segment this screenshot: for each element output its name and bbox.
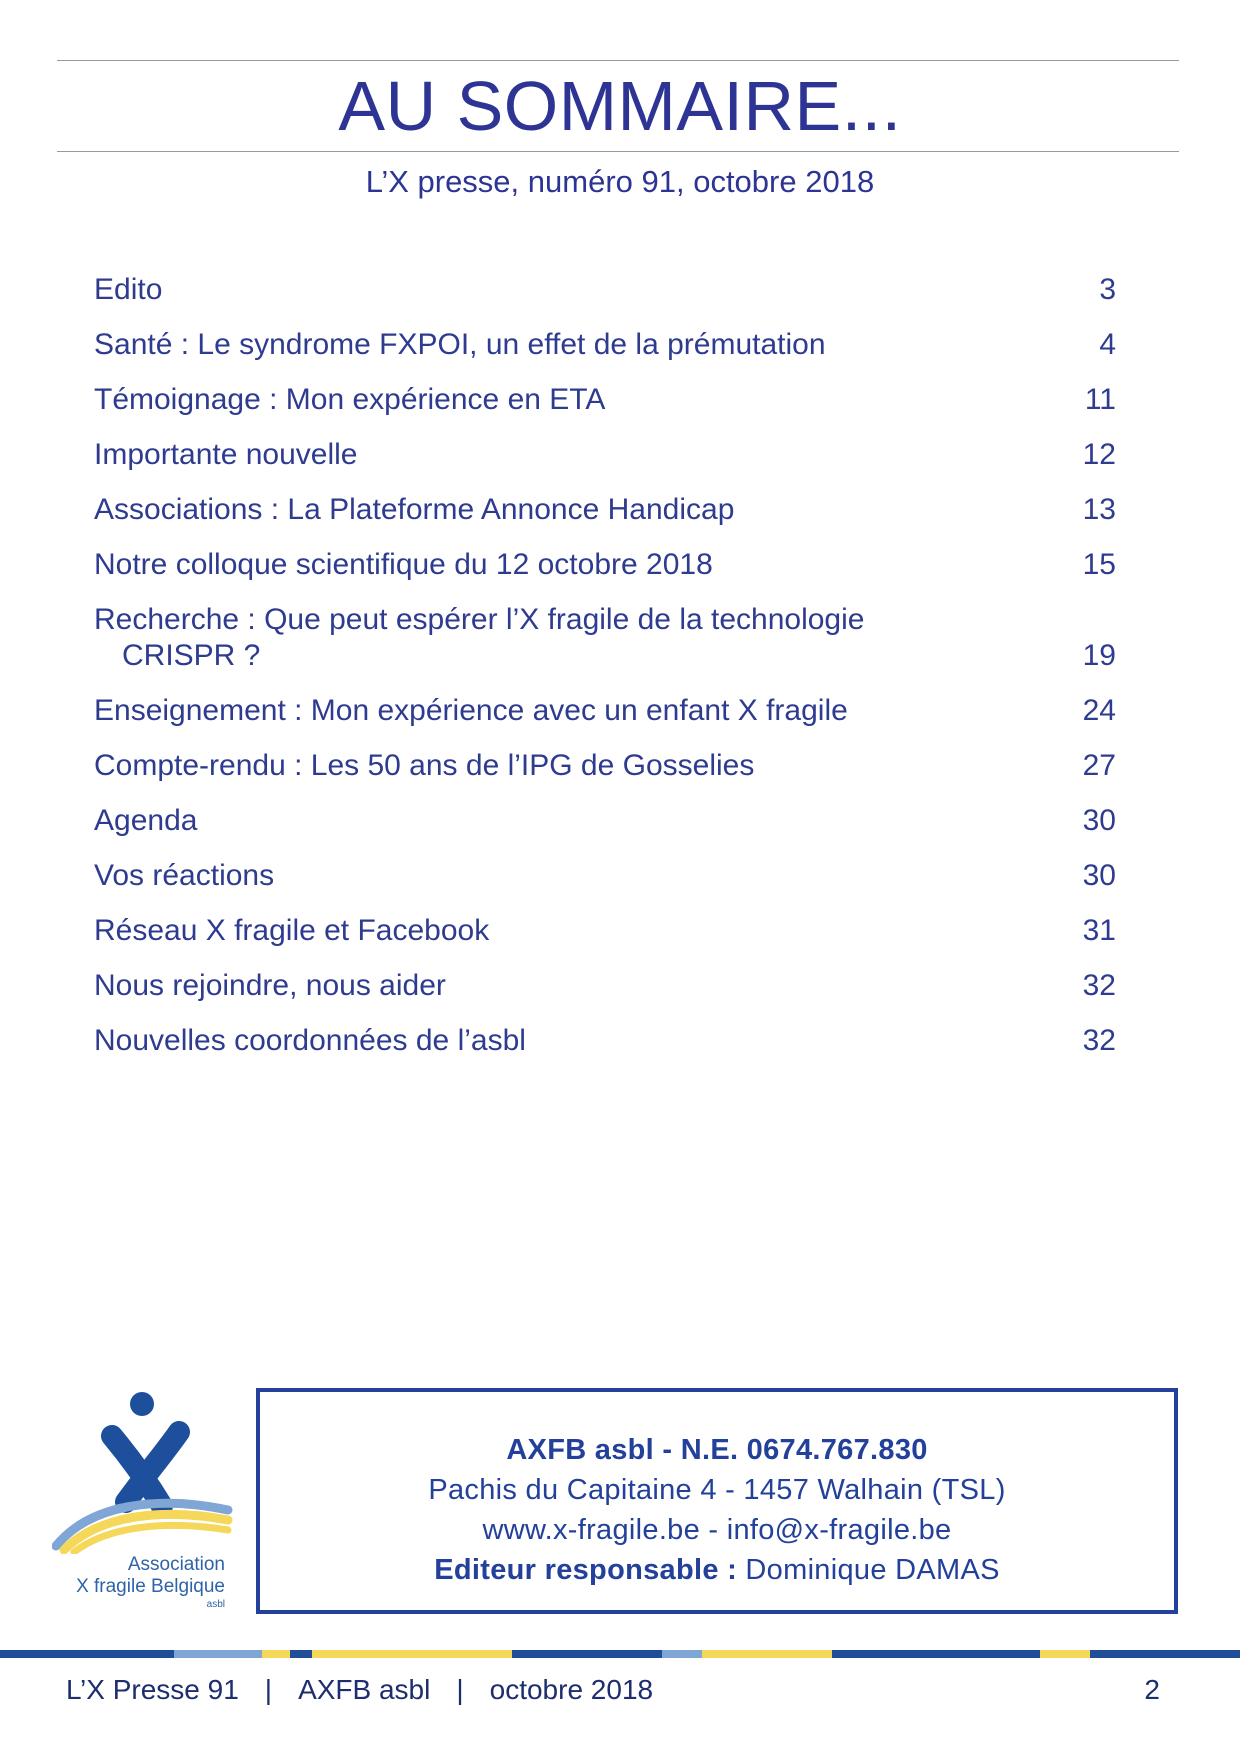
- email-link[interactable]: info@x-fragile.be: [726, 1514, 952, 1546]
- toc-item-title: Vos réactions: [94, 859, 275, 892]
- footer-color-stripe: [0, 1650, 1240, 1658]
- company-number: N.E. 0674.767.830: [680, 1434, 928, 1466]
- toc-item-page: 30: [1082, 859, 1116, 892]
- org-line: [260, 1430, 1174, 1470]
- toc-item-title-wrap: [94, 602, 1056, 674]
- toc-item-page: 24: [1082, 694, 1116, 727]
- table-of-contents: [94, 272, 1116, 1078]
- toc-item-sante[interactable]: [94, 327, 1116, 363]
- toc-item-title: Notre colloque scientifique du 12 octobre 2018: [94, 548, 713, 581]
- toc-item-vos-reactions[interactable]: [94, 858, 1116, 894]
- footer-publication: L’X Presse 91: [66, 1674, 239, 1705]
- org-dash: -: [654, 1434, 681, 1466]
- toc-item-page: 19: [1082, 639, 1116, 672]
- toc-item-agenda[interactable]: [94, 803, 1116, 839]
- toc-item-title: Associations : La Plateforme Annonce Handicap: [94, 493, 735, 526]
- publisher-info-box: [256, 1388, 1178, 1614]
- toc-item-title: Témoignage : Mon expérience en ETA: [94, 383, 606, 416]
- x-figure-icon: [52, 1384, 234, 1554]
- header-bottom-rule: [57, 151, 1179, 152]
- toc-item-title: Compte-rendu : Les 50 ans de l’IPG de Gosselies: [94, 749, 755, 782]
- toc-item-title: Recherche : Que peut espérer l’X fragile de la technologie: [94, 603, 865, 636]
- page-footer: [66, 1670, 1160, 1710]
- header-top-rule: [57, 60, 1179, 61]
- footer-left: [66, 1674, 653, 1705]
- toc-item-title: Enseignement : Mon expérience avec un enfant X fragile: [94, 694, 848, 727]
- toc-item-page: 3: [1099, 273, 1116, 306]
- association-logo: [52, 1384, 234, 1624]
- contact-line: [260, 1510, 1174, 1550]
- logo-text: [52, 1554, 225, 1612]
- org-name: AXFB asbl: [506, 1434, 655, 1466]
- toc-item-compte-rendu[interactable]: [94, 748, 1116, 784]
- toc-item-page: 4: [1099, 328, 1116, 361]
- toc-item-title: Nouvelles coordonnées de l’asbl: [94, 1024, 526, 1057]
- page-subtitle: L’X presse, numéro 91, octobre 2018: [365, 164, 875, 199]
- toc-item-reseau[interactable]: [94, 913, 1116, 949]
- address-line: Pachis du Capitaine 4 - 1457 Walhain (TSL): [428, 1474, 1006, 1506]
- toc-item-enseignement[interactable]: [94, 693, 1116, 729]
- page-title: AU SOMMAIRE...: [338, 67, 902, 145]
- toc-item-temoignage[interactable]: [94, 382, 1116, 418]
- toc-item-edito[interactable]: [94, 272, 1116, 308]
- toc-item-title: Importante nouvelle: [94, 438, 358, 471]
- contact-separator: -: [700, 1514, 727, 1546]
- toc-item-title: Réseau X fragile et Facebook: [94, 914, 490, 947]
- logo-line-name: X fragile Belgique: [76, 1576, 225, 1597]
- toc-item-title: Edito: [94, 273, 163, 306]
- toc-item-page: 32: [1082, 1024, 1116, 1057]
- toc-item-page: 31: [1082, 914, 1116, 947]
- toc-item-page: 32: [1082, 969, 1116, 1002]
- toc-item-coordonnees[interactable]: [94, 1023, 1116, 1059]
- footer-separator: |: [456, 1674, 464, 1705]
- logo-line-association: Association: [127, 1554, 225, 1575]
- toc-item-title-continued: CRISPR ?: [122, 639, 261, 672]
- toc-item-importante-nouvelle[interactable]: [94, 437, 1116, 473]
- toc-item-page: 30: [1082, 804, 1116, 837]
- editor-label: Editeur responsable :: [434, 1554, 738, 1586]
- toc-item-nous-rejoindre[interactable]: [94, 968, 1116, 1004]
- page-number: 2: [1144, 1674, 1160, 1705]
- toc-item-page: 11: [1084, 383, 1116, 416]
- footer-organization: AXFB asbl: [298, 1674, 431, 1705]
- footer-separator: |: [264, 1674, 273, 1705]
- toc-item-colloque[interactable]: [94, 547, 1116, 583]
- toc-item-title: Nous rejoindre, nous aider: [94, 969, 446, 1002]
- toc-item-page: 15: [1082, 548, 1116, 581]
- footer-date: octobre 2018: [489, 1674, 654, 1705]
- editor-line: [260, 1550, 1174, 1590]
- toc-item-recherche[interactable]: [94, 602, 1116, 674]
- website-link[interactable]: www.x-fragile.be: [482, 1514, 701, 1546]
- toc-item-title: Santé : Le syndrome FXPOI, un effet de la prémutation: [94, 328, 826, 361]
- toc-item-title: Agenda: [94, 804, 198, 837]
- toc-item-page: 13: [1082, 493, 1116, 526]
- logo-line-asbl: asbl: [206, 1599, 225, 1610]
- toc-item-page: 27: [1082, 749, 1116, 782]
- editor-name: Dominique DAMAS: [737, 1554, 1000, 1586]
- toc-item-associations[interactable]: [94, 492, 1116, 528]
- toc-item-page: 12: [1082, 438, 1116, 471]
